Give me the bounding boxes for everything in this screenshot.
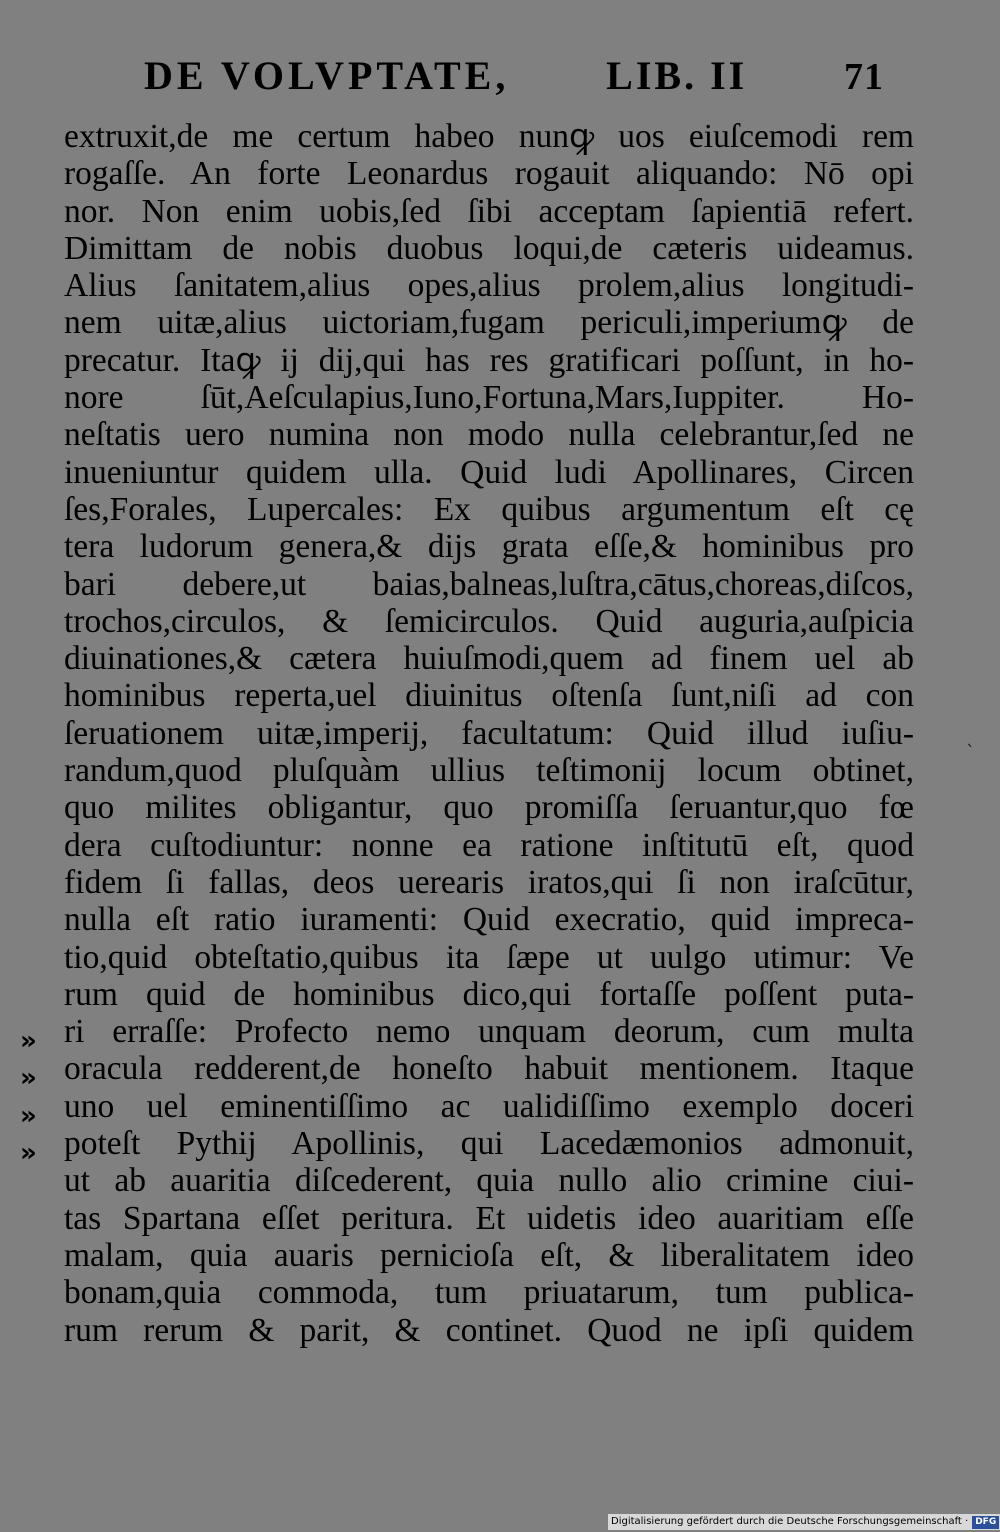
margin-mark: » <box>20 1063 37 1094</box>
text-line: Alius ſanitatem,alius opes,alius prolem,alius longitudi- <box>64 267 914 305</box>
text-line: trochos,circulos, & ſemicirculos. Quid auguria,auſpicia <box>64 602 914 640</box>
text-line: fidem ſi fallas, deos uerearis iratos,qui ſi non iraſcūtur, <box>64 863 914 901</box>
text-line: randum,quod pluſquàm ullius teſtimonij locum obtinet, <box>64 752 914 790</box>
margin-marks <box>20 1023 60 1172</box>
text-line: rum rerum & parit, & continet. Quod ne ipſi quidem <box>64 1311 914 1349</box>
text-line: tera ludorum genera,& dijs grata eſſe,& hominibus pro <box>64 528 914 566</box>
body-text <box>64 118 914 1349</box>
text-line: ri erraſſe: Profecto nemo unquam deorum, cum multa <box>64 1013 914 1051</box>
text-line: poteſt Pythij Apollinis, qui Lacedæmonios admonuit, <box>64 1125 914 1163</box>
digitization-credit <box>608 1514 1000 1530</box>
text-line: nore ſūt,Aeſculapius,Iuno,Fortuna,Mars,Iuppiter. Ho- <box>64 379 914 417</box>
text-line: uno uel eminentiſſimo ac ualidiſſimo exemplo doceri <box>64 1087 914 1125</box>
text-line: bari debere,ut baias,balneas,luſtra,cātus,choreas,diſcos, <box>64 565 914 603</box>
text-line: ſes,Forales, Lupercales: Ex quibus argumentum eſt cę <box>64 490 914 528</box>
text-line: oracula redderent,de honeſto habuit mentionem. Itaque <box>64 1050 914 1088</box>
text-line: extruxit,de me certum habeo nunꝙ uos eiuſcemodi rem <box>64 118 914 155</box>
text-line: neſtatis uero numina non modo nulla celebrantur,ſed ne <box>64 416 914 454</box>
text-line: diuinationes,& cætera huiuſmodi,quem ad finem uel ab <box>64 640 914 678</box>
text-line: rogaſſe. An forte Leonardus rogauit aliquando: Nō opi <box>64 155 914 193</box>
text-line: Dimittam de nobis duobus loqui,de cæteris uideamus. <box>64 229 914 267</box>
running-head <box>144 52 884 102</box>
text-line: nem uitæ,alius uictoriam,fugam periculi,imperiumꝙ de <box>64 304 914 342</box>
text-line: inueniuntur quidem ulla. Quid ludi Apollinares, Circen <box>64 453 914 491</box>
running-head-book: LIB. II <box>606 53 748 98</box>
text-line: hominibus reperta,uel diuinitus oſtenſa ſunt,niſi ad con <box>64 677 914 715</box>
text-line: precatur. Itaꝙ ij dij,qui has res gratificari poſſunt, in ho- <box>64 341 914 379</box>
text-line: nor. Non enim uobis,ſed ſibi acceptam ſapientiā refert. <box>64 192 914 230</box>
text-line: rum quid de hominibus dico,qui fortaſſe poſſent puta- <box>64 975 914 1013</box>
text-line: ut ab auaritia diſcederent, quia nullo alio crimine ciui- <box>64 1162 914 1200</box>
text-line: bonam,quia commoda, tum priuatarum, tum publica- <box>64 1274 914 1312</box>
credit-text: Digitalisierung gefördert durch die Deutsche Forschungsgemeinschaft · <box>611 1516 969 1527</box>
text-line: tio,quid obteſtatio,quibus ita ſæpe ut uulgo utimur: Ve <box>64 938 914 976</box>
margin-mark: » <box>20 1026 37 1056</box>
text-line: ſeruationem uitæ,imperij, facultatum: Quid illud iuſiu- <box>64 714 914 752</box>
text-line: tas Spartana eſſet peritura. Et uidetis ideo auaritiam eſſe <box>64 1199 914 1237</box>
margin-speck: ˋ <box>966 742 975 763</box>
margin-mark: » <box>20 1100 37 1131</box>
running-head-title: DE VOLVPTATE, <box>144 53 510 98</box>
folio-number: 71 <box>843 56 884 98</box>
dfg-logo: DFG <box>972 1516 999 1529</box>
text-line: quo milites obligantur, quo promiſſa ſeruantur,quo fœ <box>64 789 914 827</box>
text-line: nulla eſt ratio iuramenti: Quid execratio, quid impreca- <box>64 901 914 939</box>
text-line: dera cuſtodiuntur: nonne ea ratione inſtitutū eſt, quod <box>64 826 914 864</box>
margin-mark: » <box>20 1137 37 1168</box>
text-line: malam, quia auaris pernicioſa eſt, & liberalitatem ideo <box>64 1236 914 1274</box>
